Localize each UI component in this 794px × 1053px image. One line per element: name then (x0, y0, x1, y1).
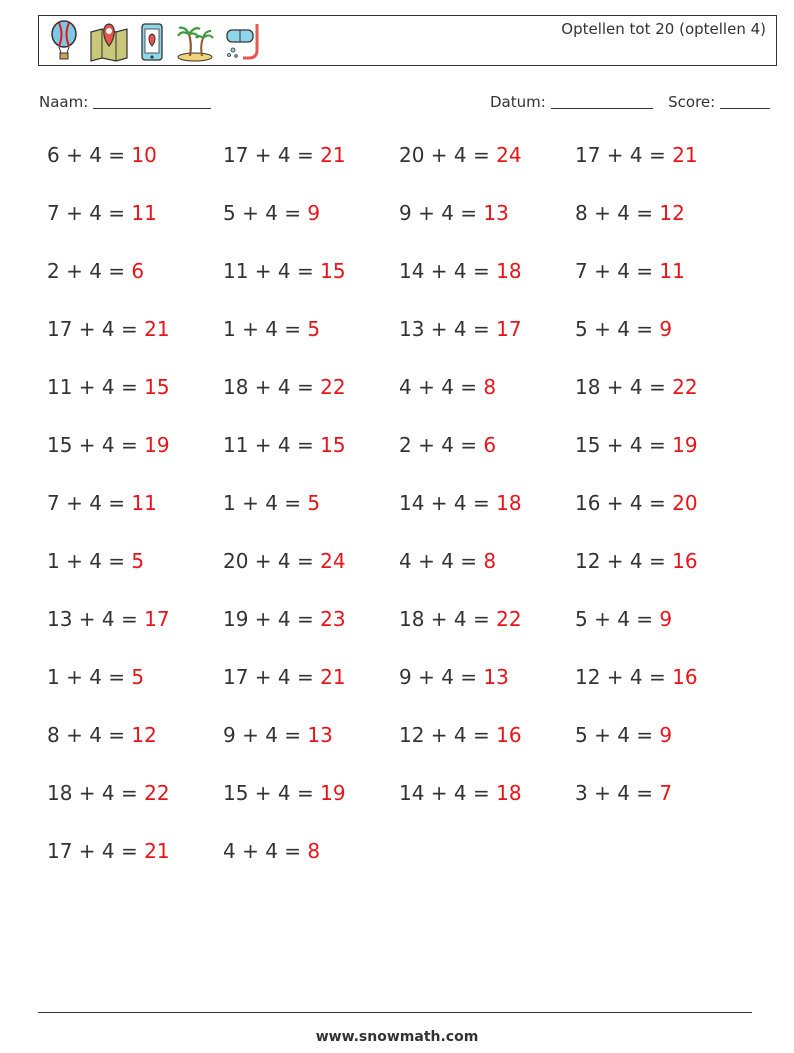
problem-item (47, 781, 223, 839)
problem-question: 14 + 4 = (399, 781, 497, 805)
phone-location-icon (137, 20, 167, 62)
problem-question: 7 + 4 = (575, 259, 660, 283)
problem-answer: 19 (144, 433, 170, 457)
problem-item (223, 549, 399, 607)
problem-item (223, 607, 399, 665)
problem-answer: 12 (131, 723, 157, 747)
problem-item (223, 491, 399, 549)
problem-answer: 11 (131, 201, 157, 225)
problem-item (399, 723, 575, 781)
problem-answer: 6 (483, 433, 497, 457)
problem-question: 6 + 4 = (47, 143, 132, 167)
problem-question: 14 + 4 = (399, 491, 497, 515)
problem-item (399, 549, 575, 607)
problem-question: 1 + 4 = (47, 549, 132, 573)
date-blank (551, 108, 653, 109)
problem-item (575, 317, 751, 375)
problem-item (399, 665, 575, 723)
problem-item (399, 317, 575, 375)
problem-item (575, 259, 751, 317)
problem-answer: 21 (320, 665, 346, 689)
problem-question: 20 + 4 = (399, 143, 497, 167)
problem-question: 12 + 4 = (399, 723, 497, 747)
problem-question: 8 + 4 = (575, 201, 660, 225)
problem-grid (47, 143, 751, 897)
problem-item (399, 491, 575, 549)
problem-question: 15 + 4 = (223, 781, 321, 805)
problem-item (575, 433, 751, 491)
problem-answer: 15 (320, 259, 346, 283)
problem-question: 2 + 4 = (399, 433, 484, 457)
hot-air-balloon-icon (47, 20, 81, 62)
problem-question: 5 + 4 = (223, 201, 308, 225)
problem-item (47, 607, 223, 665)
problem-answer: 5 (131, 665, 145, 689)
problem-item (399, 375, 575, 433)
problem-answer: 8 (483, 375, 497, 399)
problem-answer: 11 (131, 491, 157, 515)
problem-question: 17 + 4 = (47, 839, 145, 863)
problem-question: 13 + 4 = (47, 607, 145, 631)
problem-answer: 21 (320, 143, 346, 167)
problem-item (399, 259, 575, 317)
problem-item (223, 665, 399, 723)
problem-item (575, 607, 751, 665)
problem-answer: 6 (131, 259, 145, 283)
problem-question: 19 + 4 = (223, 607, 321, 631)
problem-item (47, 549, 223, 607)
score-blank (720, 108, 770, 109)
problem-item (223, 839, 399, 897)
problem-question: 1 + 4 = (223, 317, 308, 341)
problem-answer: 9 (307, 201, 321, 225)
problem-question: 18 + 4 = (223, 375, 321, 399)
palm-island-icon (175, 20, 215, 62)
problem-question: 15 + 4 = (47, 433, 145, 457)
problem-answer: 21 (144, 317, 170, 341)
problem-answer: 15 (144, 375, 170, 399)
problem-question: 1 + 4 = (47, 665, 132, 689)
name-label: Naam: (39, 93, 89, 111)
problem-answer: 22 (496, 607, 522, 631)
problem-question: 2 + 4 = (47, 259, 132, 283)
problem-answer: 19 (672, 433, 698, 457)
problem-answer: 9 (659, 317, 673, 341)
problem-answer: 11 (659, 259, 685, 283)
problem-item (223, 781, 399, 839)
problem-answer: 20 (672, 491, 698, 515)
problem-answer: 15 (320, 433, 346, 457)
problem-item (575, 201, 751, 259)
problem-answer: 17 (144, 607, 170, 631)
problem-answer: 13 (483, 201, 509, 225)
problem-question: 11 + 4 = (223, 259, 321, 283)
problem-item (223, 201, 399, 259)
problem-answer: 8 (307, 839, 321, 863)
problem-question: 4 + 4 = (399, 549, 484, 573)
problem-question: 12 + 4 = (575, 549, 673, 573)
problem-question: 9 + 4 = (399, 665, 484, 689)
problem-item (399, 433, 575, 491)
problem-answer: 24 (496, 143, 522, 167)
problem-item (47, 259, 223, 317)
problem-item (575, 781, 751, 839)
footer-divider (38, 1012, 752, 1013)
problem-answer: 8 (483, 549, 497, 573)
problem-question: 18 + 4 = (47, 781, 145, 805)
footer-url: www.snowmath.com (315, 1029, 479, 1045)
problem-item (47, 433, 223, 491)
problem-item (223, 433, 399, 491)
problem-answer: 9 (659, 607, 673, 631)
problem-answer: 19 (320, 781, 346, 805)
problem-answer: 18 (496, 781, 522, 805)
problem-question: 9 + 4 = (223, 723, 308, 747)
problem-item (47, 839, 223, 897)
problem-item (223, 375, 399, 433)
problem-answer: 23 (320, 607, 346, 631)
problem-answer: 22 (320, 375, 346, 399)
problem-item (399, 781, 575, 839)
problem-item (47, 201, 223, 259)
problem-answer: 12 (659, 201, 685, 225)
problem-question: 4 + 4 = (223, 839, 308, 863)
problem-question: 1 + 4 = (223, 491, 308, 515)
problem-item (575, 491, 751, 549)
problem-answer: 18 (496, 259, 522, 283)
problem-item (223, 259, 399, 317)
problem-item (223, 723, 399, 781)
problem-question: 17 + 4 = (47, 317, 145, 341)
problem-answer: 5 (307, 491, 321, 515)
problem-item (47, 665, 223, 723)
date-score-field (490, 93, 770, 111)
problem-item (575, 143, 751, 201)
problem-item (399, 143, 575, 201)
problem-item (47, 375, 223, 433)
problem-answer: 18 (496, 491, 522, 515)
problem-item (223, 317, 399, 375)
problem-question: 7 + 4 = (47, 201, 132, 225)
sheet-title: Optellen tot 20 (optellen 4) (561, 20, 766, 38)
problem-answer: 17 (496, 317, 522, 341)
problem-question: 12 + 4 = (575, 665, 673, 689)
problem-answer: 22 (144, 781, 170, 805)
problem-item (47, 143, 223, 201)
problem-question: 11 + 4 = (47, 375, 145, 399)
problem-question: 5 + 4 = (575, 317, 660, 341)
problem-question: 7 + 4 = (47, 491, 132, 515)
problem-question: 3 + 4 = (575, 781, 660, 805)
problem-question: 5 + 4 = (575, 607, 660, 631)
name-field (39, 93, 211, 111)
problem-question: 4 + 4 = (399, 375, 484, 399)
problem-question: 5 + 4 = (575, 723, 660, 747)
problem-question: 16 + 4 = (575, 491, 673, 515)
problem-answer: 5 (307, 317, 321, 341)
icon-row (47, 20, 265, 62)
problem-answer: 16 (496, 723, 522, 747)
problem-answer: 10 (131, 143, 157, 167)
problem-answer: 21 (672, 143, 698, 167)
problem-answer: 7 (659, 781, 673, 805)
problem-answer: 5 (131, 549, 145, 573)
problem-question: 17 + 4 = (223, 143, 321, 167)
map-pin-icon (89, 20, 129, 62)
problem-question: 17 + 4 = (223, 665, 321, 689)
problem-question: 13 + 4 = (399, 317, 497, 341)
problem-item (399, 607, 575, 665)
problem-question: 11 + 4 = (223, 433, 321, 457)
date-label: Datum: (490, 93, 546, 111)
problem-question: 8 + 4 = (47, 723, 132, 747)
problem-question: 15 + 4 = (575, 433, 673, 457)
problem-answer: 22 (672, 375, 698, 399)
problem-item (399, 201, 575, 259)
problem-item (223, 143, 399, 201)
problem-answer: 16 (672, 549, 698, 573)
score-label: Score: (668, 93, 716, 111)
problem-question: 17 + 4 = (575, 143, 673, 167)
problem-item (47, 491, 223, 549)
problem-question: 9 + 4 = (399, 201, 484, 225)
problem-question: 14 + 4 = (399, 259, 497, 283)
problem-item (47, 723, 223, 781)
problem-answer: 13 (483, 665, 509, 689)
problem-item (575, 723, 751, 781)
problem-question: 18 + 4 = (399, 607, 497, 631)
problem-question: 18 + 4 = (575, 375, 673, 399)
snorkel-mask-icon (223, 20, 265, 62)
problem-answer: 21 (144, 839, 170, 863)
problem-answer: 16 (672, 665, 698, 689)
name-blank (93, 108, 211, 109)
problem-item (575, 375, 751, 433)
problem-item (47, 317, 223, 375)
problem-item (575, 549, 751, 607)
problem-item (575, 665, 751, 723)
problem-answer: 24 (320, 549, 346, 573)
header-box (38, 15, 777, 66)
problem-answer: 9 (659, 723, 673, 747)
problem-question: 20 + 4 = (223, 549, 321, 573)
problem-answer: 13 (307, 723, 333, 747)
